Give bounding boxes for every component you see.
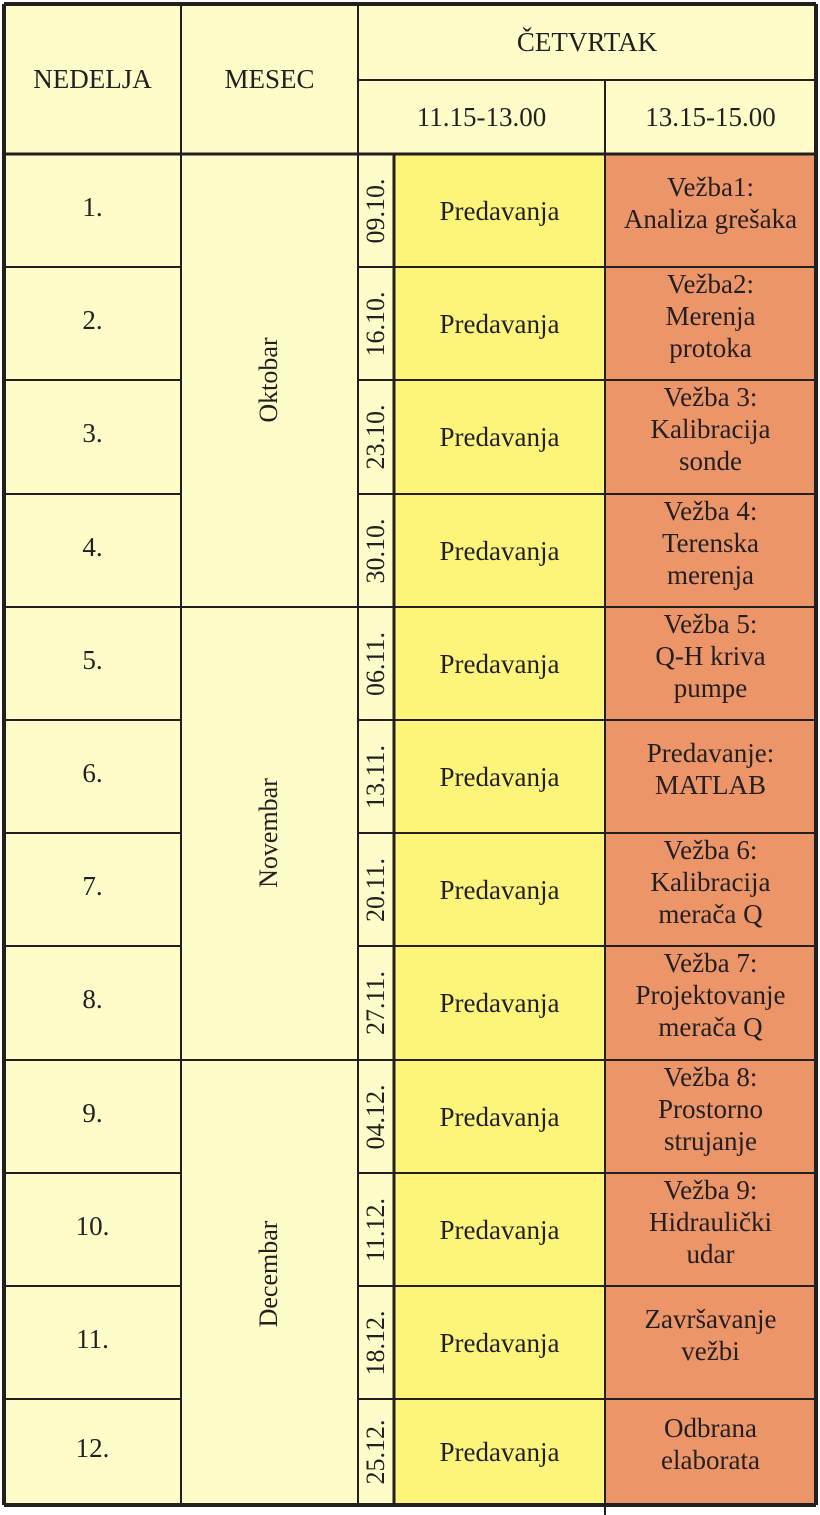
lecture-date: 09.10. [361,178,390,243]
slot1-activity: Predavanja [439,761,560,792]
slot2-activity-line: Predavanje: [646,738,775,768]
slot1-activity: Predavanja [439,535,560,566]
week-number: 12. [75,1433,110,1463]
slot2-activity-line: merača Q [658,1012,763,1042]
slot2-activity-line: udar [686,1239,735,1269]
week-number: 2. [82,304,103,335]
slot2-activity-line: Hidraulički [649,1207,772,1237]
slot2-activity-line: Vežba 6: [663,835,758,865]
slot1-activity: Predavanja [439,1101,560,1132]
week-number: 6. [82,757,103,788]
slot2-activity-line: Vežba 3: [663,382,758,412]
month-label: Novembar [254,778,283,888]
slot2-activity-line: elaborata [661,1445,760,1475]
slot2-activity-line: Vežba 9: [663,1175,758,1205]
slot2-activity-line: merenja [667,560,754,590]
week-number: 8. [82,984,103,1014]
lecture-date: 30.10. [361,518,390,583]
week-number: 7. [82,870,103,901]
week-number: 1. [82,191,103,222]
slot1-activity: Predavanja [439,874,560,905]
slot2-activity-line: Odbrana [664,1413,757,1443]
header-day-label: ČETVRTAK [516,26,658,57]
week-number: 11. [76,1323,109,1354]
slot1-activity: Predavanja [439,1214,560,1245]
slot2-activity-line: Vežba 5: [663,609,758,639]
slot1-activity: Predavanja [439,648,560,679]
lecture-date: 04.12. [361,1084,390,1149]
lecture-date: 13.11. [361,744,390,809]
slot2-activity-line: vežbi [681,1336,740,1366]
slot1-activity: Predavanja [439,1437,560,1467]
slot1-activity: Predavanja [439,308,560,339]
slot2-activity-line: Kalibracija [650,414,771,444]
lecture-date: 23.10. [361,404,390,470]
slot2-activity-line: Vežba 7: [663,948,758,978]
header-slot2-label: 13.15-15.00 [645,101,776,132]
slot2-activity-line: merača Q [658,899,763,929]
week-number: 5. [82,644,103,675]
slot1-activity: Predavanja [439,1327,560,1358]
slot1-activity: Predavanja [439,422,560,452]
slot2-activity-line: Analiza grešaka [623,204,798,234]
week-number: 9. [82,1097,103,1128]
header-slot1-label: 11.15-13.00 [416,101,547,132]
header-week-label: NEDELJA [33,63,152,94]
slot2-activity-line: strujanje [664,1126,757,1156]
month-label: Oktobar [254,337,283,423]
slot1-activity: Predavanja [439,988,560,1018]
slot2-activity-line: Terenska [661,528,760,558]
lecture-date: 20.11. [361,857,390,922]
slot2-activity-line: Kalibracija [650,867,771,897]
slot2-activity-line: sonde [679,446,742,476]
slot2-activity-line: pumpe [673,673,748,703]
week-number: 3. [82,418,103,448]
week-number: 4. [82,531,103,562]
slot2-activity-line: Vežba 4: [663,496,758,526]
slot1-activity: Predavanja [439,195,560,226]
lecture-date: 27.11. [361,970,390,1036]
lecture-date: 18.12. [361,1310,390,1375]
slot2-activity-line: Završavanje [644,1304,777,1334]
month-label: Decembar [254,1220,283,1328]
week-number: 10. [75,1210,110,1241]
lecture-date: 06.11. [361,631,390,696]
lecture-date: 16.10. [361,291,390,356]
lecture-date: 25.12. [361,1419,390,1485]
header-month-label: MESEC [224,63,315,94]
lecture-date: 11.12. [361,1197,390,1262]
slot2-activity-line: Q-H kriva [655,641,766,671]
slot2-activity-line: Prostorno [657,1094,763,1124]
slot2-activity-line: Vežba 8: [663,1062,758,1092]
slot2-activity-line: Vežba1: [667,172,754,202]
slot2-activity-line: protoka [669,333,752,363]
slot2-activity-line: Projektovanje [635,980,786,1010]
slot2-activity-line: Merenja [665,301,756,331]
slot2-activity-line: MATLAB [654,770,766,800]
slot2-activity-line: Vežba2: [667,269,754,299]
